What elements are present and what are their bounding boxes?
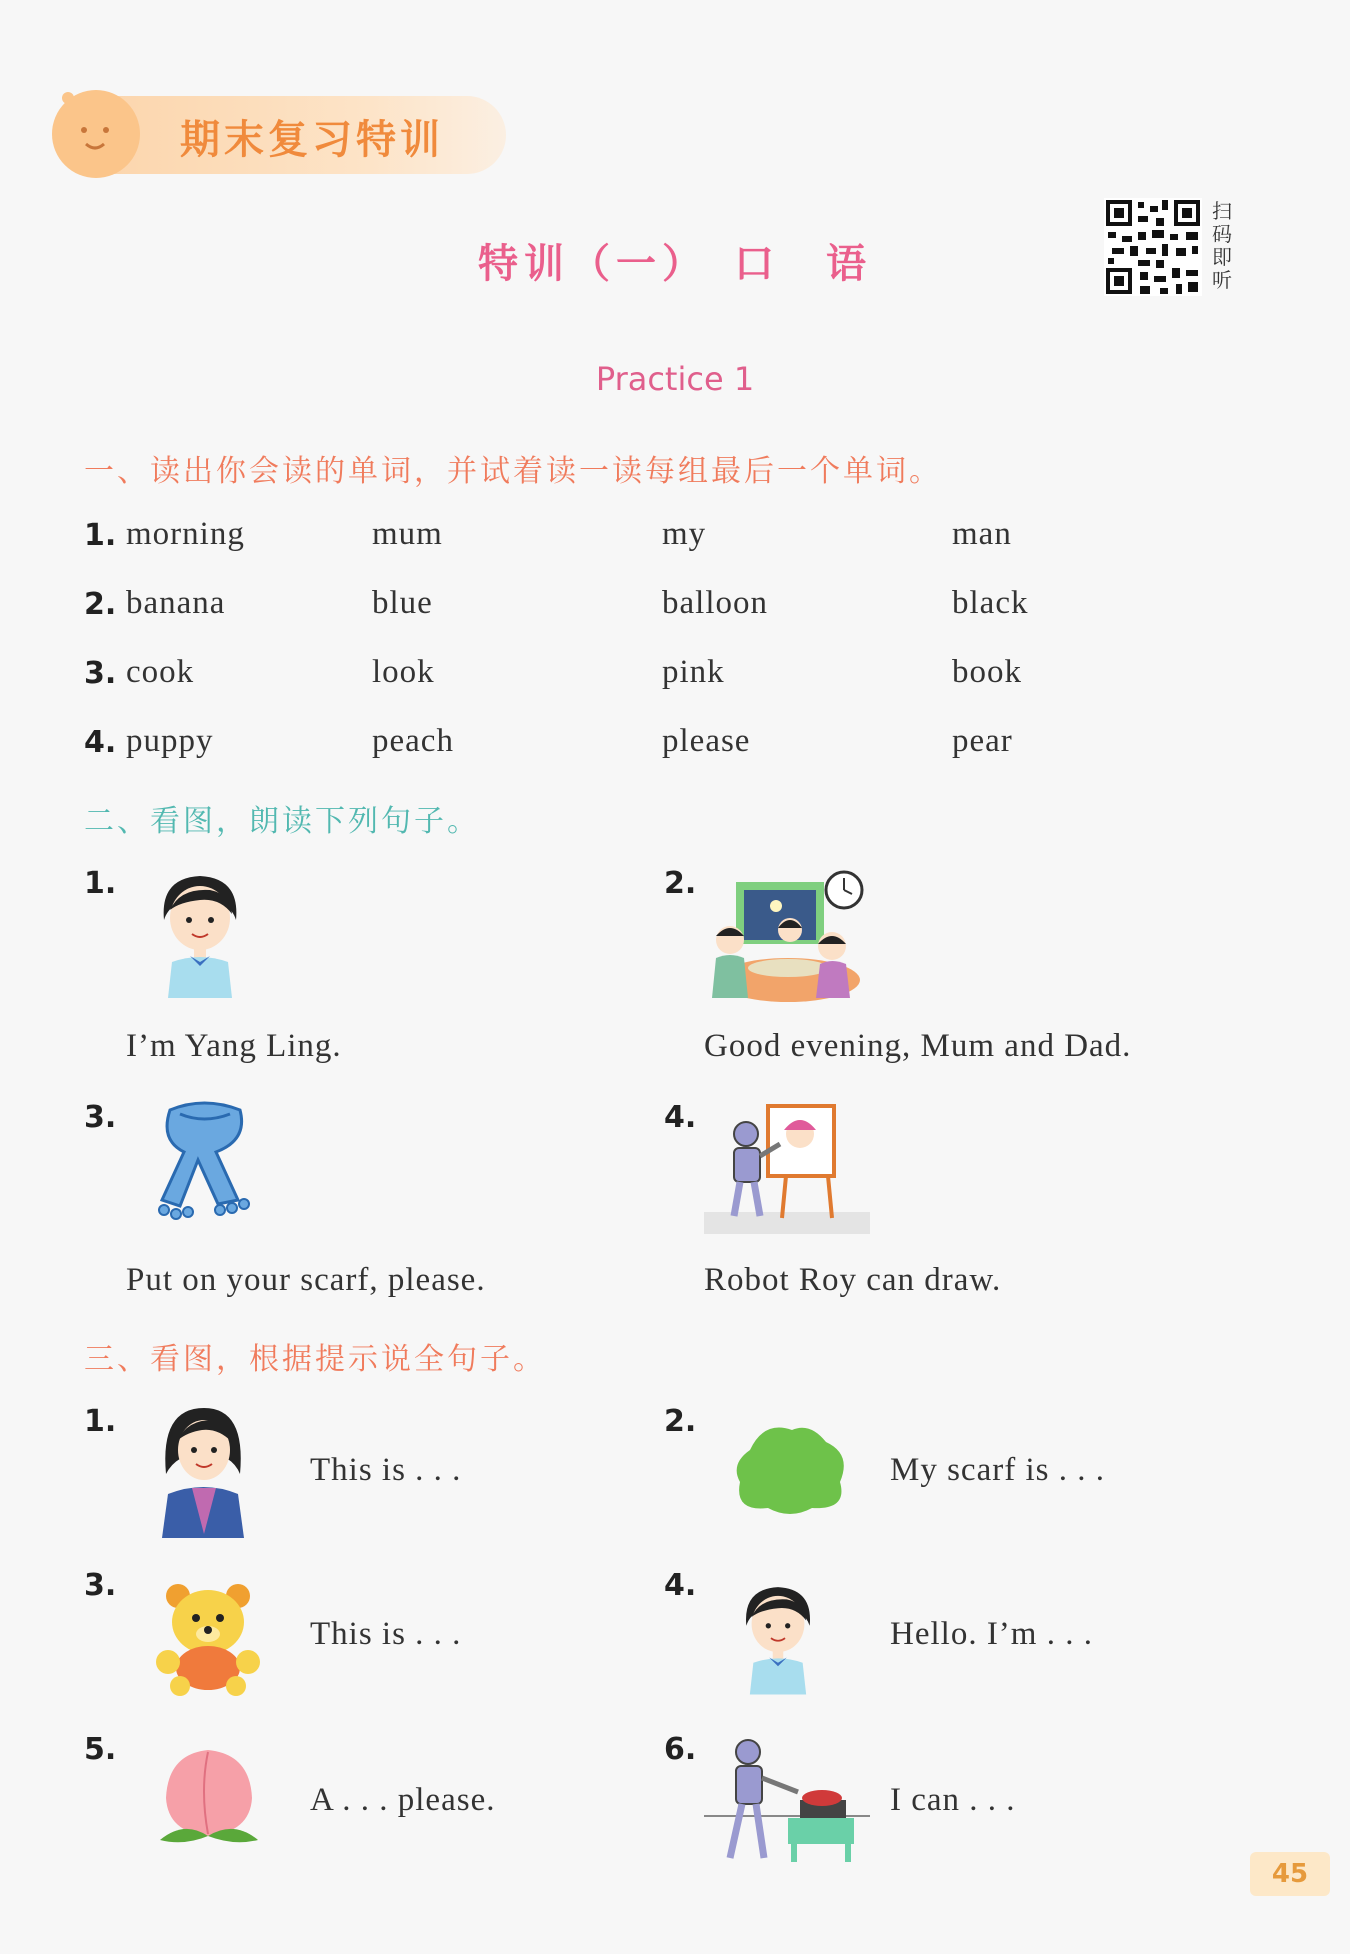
- sentence: Robot Roy can draw.: [704, 1262, 1002, 1298]
- item-number: 3.: [84, 1100, 117, 1135]
- family-dinner-picture: [706, 868, 870, 1006]
- girl-yang-ling-picture: [150, 870, 250, 1004]
- scan-to-listen-label: 扫 码 即 听: [1212, 199, 1232, 292]
- sentence: Hello. I’m . . .: [890, 1616, 1093, 1652]
- sentence: This is . . .: [310, 1616, 462, 1652]
- section1-heading: 一、读出你会读的单词，并试着读一读每组最后一个单词。: [84, 454, 942, 489]
- item-number: 3.: [84, 1568, 117, 1603]
- item-number: 4.: [664, 1568, 697, 1603]
- qr-code-icon[interactable]: [1104, 198, 1202, 296]
- sentence: This is . . .: [310, 1452, 462, 1488]
- green-blob-picture: [730, 1420, 850, 1524]
- robot-drawing-picture: [704, 1100, 870, 1238]
- sun-mascot-icon: [52, 90, 140, 178]
- item-number: 4.: [664, 1100, 697, 1135]
- sentence: My scarf is . . .: [890, 1452, 1105, 1488]
- sentence: I’m Yang Ling.: [126, 1028, 342, 1064]
- practice-label: Practice 1: [595, 360, 755, 398]
- section2-heading: 二、看图，朗读下列句子。: [84, 804, 480, 839]
- peach-picture: [156, 1740, 262, 1854]
- page-number: 45: [1250, 1852, 1330, 1896]
- girl-picture: [734, 1574, 822, 1708]
- sentence: Put on your scarf, please.: [126, 1262, 486, 1298]
- woman-teacher-picture: [158, 1404, 248, 1544]
- section3-heading: 三、看图，根据提示说全句子。: [84, 1342, 546, 1377]
- item-number: 5.: [84, 1732, 117, 1767]
- teddy-bear-picture: [156, 1580, 260, 1700]
- blue-scarf-picture: [154, 1100, 254, 1224]
- item-number: 1.: [84, 866, 117, 901]
- robot-cooking-picture: [704, 1736, 870, 1868]
- sentence: A . . . please.: [310, 1782, 496, 1818]
- page-title: 特训（一） 口 语: [478, 241, 872, 287]
- item-number: 6.: [664, 1732, 697, 1767]
- banner-title: 期末复习特训: [180, 117, 444, 163]
- sentence: Good evening, Mum and Dad.: [704, 1028, 1132, 1064]
- item-number: 2.: [664, 866, 697, 901]
- item-number: 1.: [84, 1404, 117, 1439]
- item-number: 2.: [664, 1404, 697, 1439]
- sentence: I can . . .: [890, 1782, 1016, 1818]
